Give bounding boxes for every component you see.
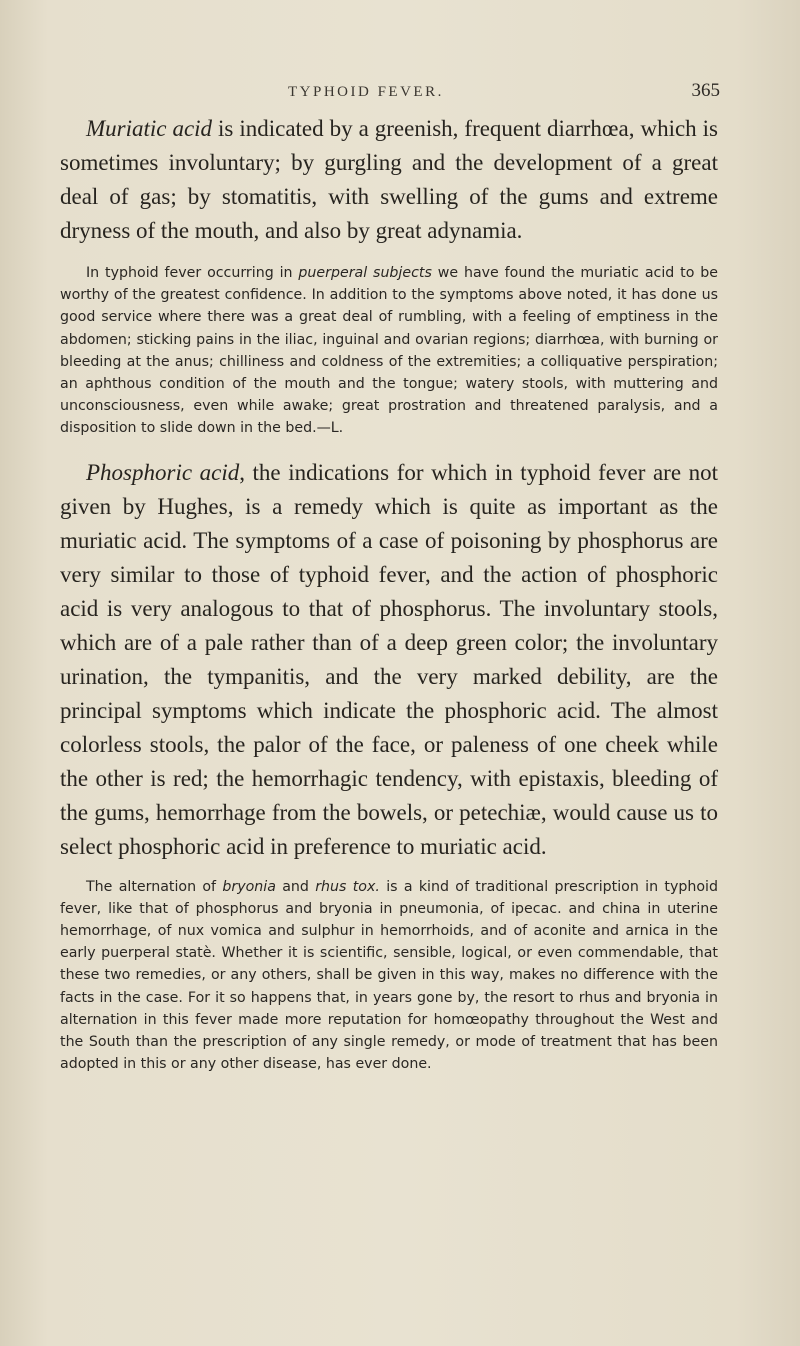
remedy-name-phosphoric-acid: Phosphoric acid — [86, 459, 240, 485]
note-emphasis-bryonia: bryonia — [222, 878, 276, 895]
paragraph-text: is indicated by a greenish, frequent diarrhœa, which is sometimes involuntary; by gurgling and the development of a great deal of gas; by stomatitis, with swelling of the gums and extreme dryness of the mouth, and also by great adynamia. — [60, 116, 718, 243]
note-text-before: In typhoid fever occurring in — [86, 265, 299, 281]
note-puerperal-subjects — [60, 262, 718, 440]
remedy-name-muriatic-acid: Muriatic acid — [86, 116, 213, 141]
paragraph-muriatic-acid — [60, 112, 718, 248]
paragraph-text: , the indications for which in typhoid fever are not given by Hughes, is a remedy which is quite as important as the muriatic acid. The symptoms of a case of poisoning by phosphorus are very similar to those of typhoid fever, and the action of phosphoric acid is very analogous to that of phosphorus. The involuntary stools, which are of a pale rather than of a deep green color; the involuntary urination, the tympanitis, and the very marked debility, are the principal symptoms which indicate the phosphoric acid. The almost colorless stools, the palor of the face, or paleness of one cheek while the other is red; the hemorrhagic tendency, with epistaxis, bleeding of the gums, hemorrhage from the bowels, or petechiæ, would cause us to select phosphoric acid in preference to muriatic acid. — [60, 459, 718, 859]
page-body — [60, 112, 718, 1075]
note-text-before: The alternation of — [86, 878, 223, 895]
note-text-after: is a kind of traditional prescription in typhoid fever, like that of phosphorus and bryonia in pneumonia, of ipecac. and china in uterine hemorrhage, of nux vomica and sulphur in hemorrhoids, and of aconite and arnica in the early puerperal statè. Whether it is scientific, sensible, logical, or even commendable, that these two remedies, or any others, shall be given in this way, makes no difference with the facts in the case. For it so happens that, in years gone by, the resort to rhus and bryonia in alternation in this fever made more reputation for homœopathy throughout the West and the South than the prescription of any single remedy, or mode of treatment that has been adopted in this or any other disease, has ever done. — [60, 878, 718, 1073]
note-alternation — [60, 876, 718, 1076]
paragraph-phosphoric-acid — [60, 456, 718, 864]
note-emphasis-rhus-tox: rhus tox. — [315, 878, 380, 895]
note-text-after: we have found the muriatic acid to be worthy of the greatest confidence. In addition to the symptoms above noted, it has done us good service where there was a great deal of rumbling, with a feeling of emptiness in the abdomen; sticking pains in the iliac, inguinal and ovarian regions; diarrhœa, with burning or bleeding at the anus; chilliness and coldness of the extremities; a colliquative perspiration; an aphthous condition of the mouth and the tongue; watery stools, with muttering and unconsciousness, even while awake; great prostration and threatened paralysis, and a disposition to slide down in the bed.—L. — [60, 265, 718, 437]
note-emphasis: puerperal subjects — [298, 265, 432, 281]
running-title: TYPHOID FEVER. — [288, 84, 444, 100]
note-text-middle: and — [275, 878, 316, 895]
page-header — [0, 80, 800, 110]
page-number: 365 — [691, 80, 720, 101]
